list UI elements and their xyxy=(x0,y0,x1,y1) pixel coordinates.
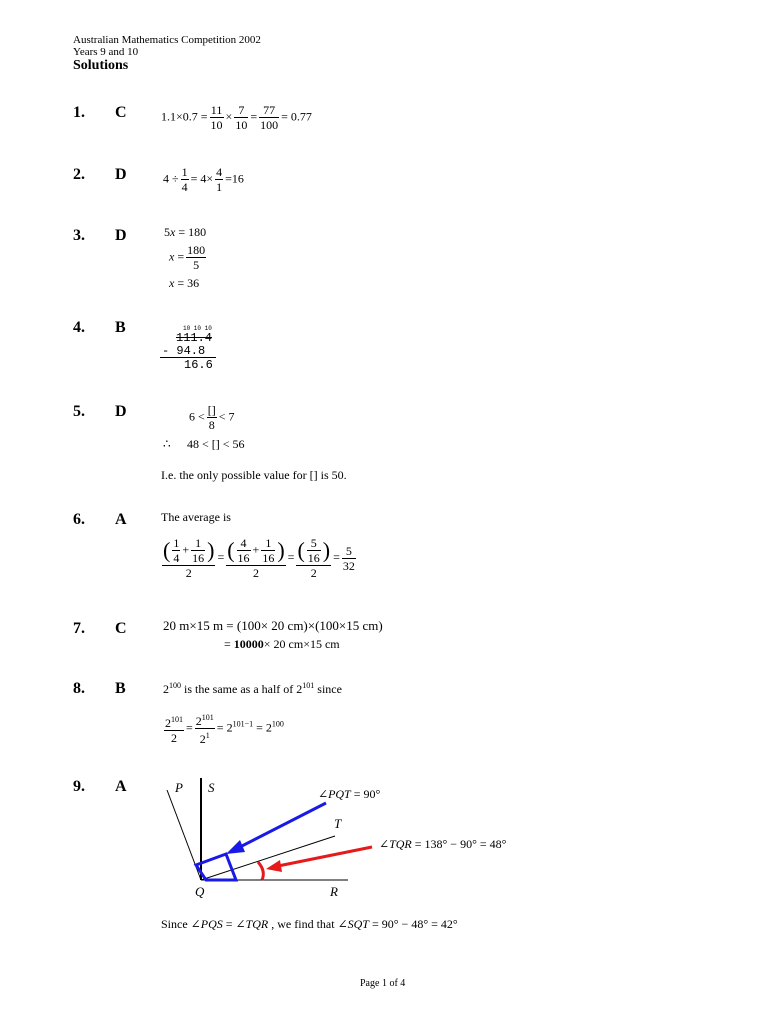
fraction: ( $\frac{5}{16}$ ) 2 xyxy=(297,536,331,580)
q7-line2: = 10000× 20 cm×15 cm xyxy=(224,637,340,651)
annotation-pqt: ∠PQT = 90° xyxy=(318,787,381,801)
label-t: T xyxy=(334,816,342,831)
q3-line1: 5x = 180 xyxy=(164,225,207,239)
label-s: S xyxy=(208,780,215,795)
label-p: P xyxy=(175,780,183,795)
fraction: $\frac{1}{4}$ xyxy=(181,165,188,194)
label-q: Q xyxy=(195,884,205,899)
fraction: $\frac{11}{10}$ xyxy=(210,103,223,132)
red-angle-arc xyxy=(258,862,263,880)
q7-line1: 20 m×15 m = (100× 20 cm)×(100×15 cm) xyxy=(163,618,383,633)
question-number: 4. xyxy=(73,319,85,336)
fraction: $\frac{[]}{8}$ xyxy=(207,403,216,432)
answer-letter: D xyxy=(115,227,127,244)
q5-line1: 6 < $\frac{[]}{8}$ < 7 xyxy=(189,403,235,432)
blue-arrowhead xyxy=(226,840,245,854)
page-number: Page 1 of 4 xyxy=(360,978,406,989)
answer-letter: D xyxy=(115,403,127,420)
blue-arrow xyxy=(238,803,326,848)
q4-subtract: - 94.8 xyxy=(162,344,206,358)
question-number: 8. xyxy=(73,680,85,697)
fraction: $\frac{2^{101}}{2^1}$ xyxy=(195,713,214,746)
question-number: 5. xyxy=(73,403,85,420)
year-levels: Years 9 and 10 xyxy=(73,46,139,58)
answer-letter: C xyxy=(115,620,127,637)
q8-line1: $2^{100}$ is the same as a half of $2^{101}$ since xyxy=(163,681,342,696)
fraction: $\frac{180}{5}$ xyxy=(187,243,206,272)
q5-line2: 48 < [] < 56 xyxy=(187,437,245,451)
q9-conclusion: Since ∠PQS = ∠TQR , we find that ∠SQT = 90° − 48° = 42° xyxy=(161,917,458,931)
question-number: 6. xyxy=(73,511,85,528)
answer-letter: D xyxy=(115,166,127,183)
red-arrowhead xyxy=(266,860,282,872)
answer-letter: A xyxy=(115,778,127,795)
q8-line2: $\frac{2^{101}}{2}$ = $\frac{2^{101}}{2^1}$ = $2^{101-1} = 2^{100}$ xyxy=(165,713,284,746)
answer-letter: A xyxy=(115,511,127,528)
q2-solution: 4 ÷ $\frac{1}{4}$ = 4× $\frac{4}{1}$ =16 xyxy=(163,165,244,194)
q4-result: 16.6 xyxy=(184,358,213,372)
q3-line3: x = 36 xyxy=(169,276,200,290)
answer-letter: B xyxy=(115,680,126,697)
question-number: 1. xyxy=(73,104,85,121)
q6-intro: The average is xyxy=(161,510,231,524)
q1-solution: 1.1×0.7 = $\frac{11}{10}$ × $\frac{7}{10}$ = $\frac{77}{100}$ = 0.77 xyxy=(161,103,312,132)
q6-solution: ( $\frac{1}{4}$ + $\frac{1}{16}$ ) 2 = ( $\frac{4}{16}$ + $\frac{1}{16}$ ) 2 = ( $\frac{5}{16}$ ) 2 = $\frac{5}{32}$ xyxy=(163,536,355,580)
fraction: $\frac{4}{1}$ xyxy=(216,165,223,194)
question-number: 3. xyxy=(73,227,85,244)
q3-line2: x = $\frac{180}{5}$ xyxy=(169,243,206,272)
question-number: 2. xyxy=(73,166,85,183)
fraction: $\frac{7}{10}$ xyxy=(235,103,248,132)
answer-letter: C xyxy=(115,104,127,121)
q4-carries: 10 10 10 xyxy=(183,325,212,332)
fraction: ( $\frac{1}{4}$ + $\frac{1}{16}$ ) 2 xyxy=(163,536,215,580)
page-title: Solutions xyxy=(73,58,129,73)
fraction: $\frac{2^{101}}{2}$ xyxy=(165,714,183,745)
therefore-symbol: ∴ xyxy=(163,437,171,451)
label-r: R xyxy=(330,884,338,899)
fraction: $\frac{77}{100}$ xyxy=(260,103,279,132)
question-number: 7. xyxy=(73,620,85,637)
fraction: $\frac{5}{32}$ xyxy=(342,543,355,573)
q5-note: I.e. the only possible value for [] is 50. xyxy=(161,468,347,482)
q4-top-number: 111.4 xyxy=(176,331,213,345)
competition-title: Australian Mathematics Competition 2002 xyxy=(73,34,261,46)
answer-letter: B xyxy=(115,319,126,336)
annotation-tqr: ∠TQR = 138° − 90° = 48° xyxy=(379,837,507,851)
fraction: ( $\frac{4}{16}$ + $\frac{1}{16}$ ) 2 xyxy=(227,536,285,580)
question-number: 9. xyxy=(73,778,85,795)
